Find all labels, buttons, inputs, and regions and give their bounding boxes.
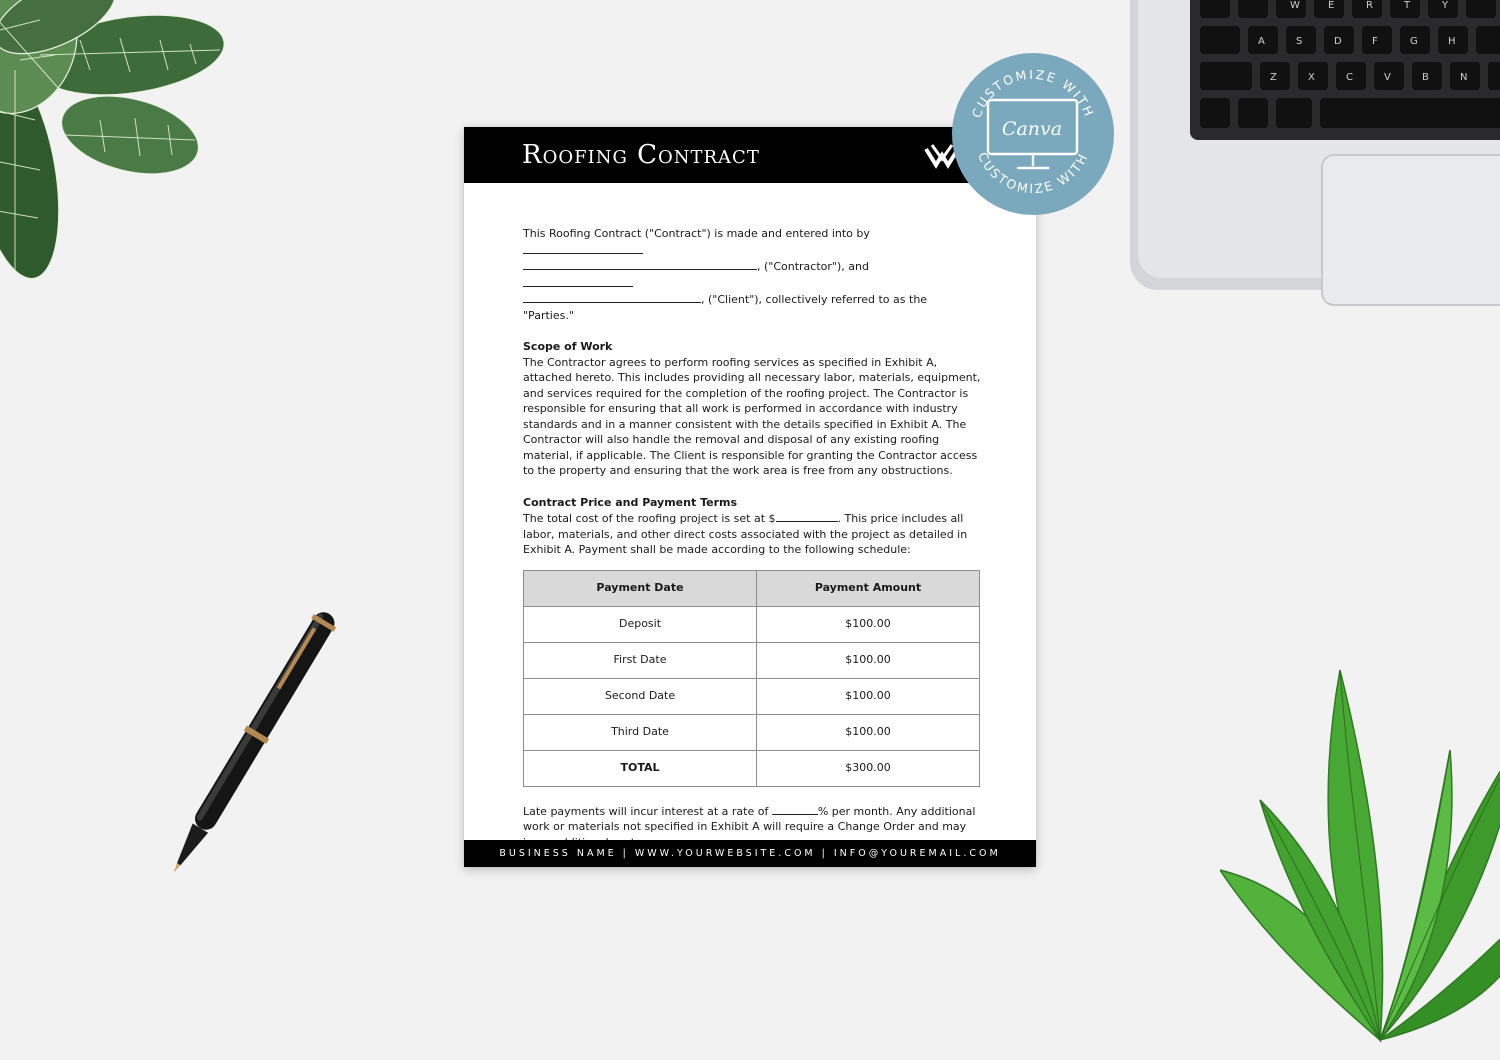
payment-amount-cell: $100.00 xyxy=(757,606,980,642)
key-label: S xyxy=(1296,36,1303,47)
column-header: Payment Date xyxy=(524,570,757,606)
late-text: Late payments will incur interest at a rate of xyxy=(523,804,772,818)
intro-paragraph xyxy=(523,226,981,323)
late-text: % per month. Any additional work or materials not specified in Exhibit A will require a Change Order and may xyxy=(523,804,976,833)
payment-amount-cell: $100.00 xyxy=(757,714,980,750)
key-label: V xyxy=(1384,72,1391,83)
table-row xyxy=(524,606,980,642)
price-text: The total cost of the roofing project is set at $ xyxy=(523,512,776,525)
payment-amount-cell: $100.00 xyxy=(757,642,980,678)
intro-text: , ("Contractor"), and xyxy=(757,260,869,273)
price-text: . This price includes all labor, materials, and other direct costs associated with the project as detailed in Exhibit A. Payment shall be made according to the following schedule: xyxy=(523,512,968,556)
total-label-cell: TOTAL xyxy=(524,750,757,786)
badge-arc-text: CUSTOMIZE WITH xyxy=(974,149,1092,197)
payment-schedule-table xyxy=(523,570,980,787)
key-label: R xyxy=(1366,0,1373,11)
key-label: C xyxy=(1346,72,1353,83)
document-body xyxy=(523,226,981,850)
table-row xyxy=(524,714,980,750)
intro-text: , ("Client"), collectively referred to as the "Parties." xyxy=(523,293,928,322)
price-blank[interactable] xyxy=(776,510,838,522)
canva-brand-text: Canva xyxy=(1001,118,1063,140)
key-label: G xyxy=(1410,36,1418,47)
payment-date-cell: Deposit xyxy=(524,606,757,642)
section-heading-scope: Scope of Work xyxy=(523,340,613,353)
section-heading-price: Contract Price and Payment Terms xyxy=(523,495,738,509)
laptop xyxy=(1120,0,1500,350)
party-name-blank[interactable] xyxy=(523,242,643,254)
key-label: Y xyxy=(1442,0,1449,11)
document-footer: BUSINESS NAME | WWW.YOURWEBSITE.COM | INFO@YOUREMAIL.COM xyxy=(464,840,1036,867)
client-detail-blank[interactable] xyxy=(523,291,701,303)
client-name-blank[interactable] xyxy=(523,275,633,287)
price-paragraph xyxy=(523,510,981,558)
contractor-name-blank[interactable] xyxy=(523,258,757,270)
plant-top-left xyxy=(0,0,260,320)
contract-document xyxy=(464,127,1036,867)
badge-arc-text: CUSTOMIZE WITH xyxy=(968,66,1098,121)
document-title: Roofing Contract xyxy=(522,140,760,170)
key-label: W xyxy=(1290,0,1300,11)
key-label: Z xyxy=(1270,72,1277,83)
key-label: E xyxy=(1328,0,1335,11)
payment-date-cell: Second Date xyxy=(524,678,757,714)
intro-text: This Roofing Contract ("Contract") is made and entered into by xyxy=(523,227,870,240)
pen xyxy=(140,600,350,900)
key-label: F xyxy=(1372,36,1378,47)
table-total-row xyxy=(524,750,980,786)
table-row xyxy=(524,642,980,678)
key-label: X xyxy=(1308,72,1315,83)
key-label: N xyxy=(1460,72,1468,83)
laptop-trackpad xyxy=(1322,155,1500,305)
payment-date-cell: First Date xyxy=(524,642,757,678)
scope-paragraph: The Contractor agrees to perform roofing services as specified in Exhibit A, attached hereto. This includes providing all necessary labor, materials, equipment, and services required for the completion of the roofing project. The Contractor is responsible for ensuring that all work is performed in accordance with industry standards and in a manner consistent with the details specified in Exhibit A. The Contractor will also handle the removal and disposal of any existing roofing material, if applicable. The Client is responsible for granting the Contractor access to the property and ensuring that the work area is free from any obstructions. xyxy=(523,355,981,477)
payment-amount-cell: $100.00 xyxy=(757,678,980,714)
payment-date-cell: Third Date xyxy=(524,714,757,750)
key-label: D xyxy=(1334,36,1342,47)
column-header: Payment Amount xyxy=(757,570,980,606)
total-amount-cell: $300.00 xyxy=(757,750,980,786)
key-label: T xyxy=(1404,0,1411,11)
plant-bottom-right xyxy=(1220,600,1500,1060)
canva-badge xyxy=(951,52,1115,216)
key-label: B xyxy=(1422,72,1429,83)
interest-rate-blank[interactable] xyxy=(772,803,818,815)
key-label: H xyxy=(1448,36,1456,47)
table-row xyxy=(524,678,980,714)
key-label: A xyxy=(1258,36,1265,47)
table-header-row xyxy=(524,570,980,606)
